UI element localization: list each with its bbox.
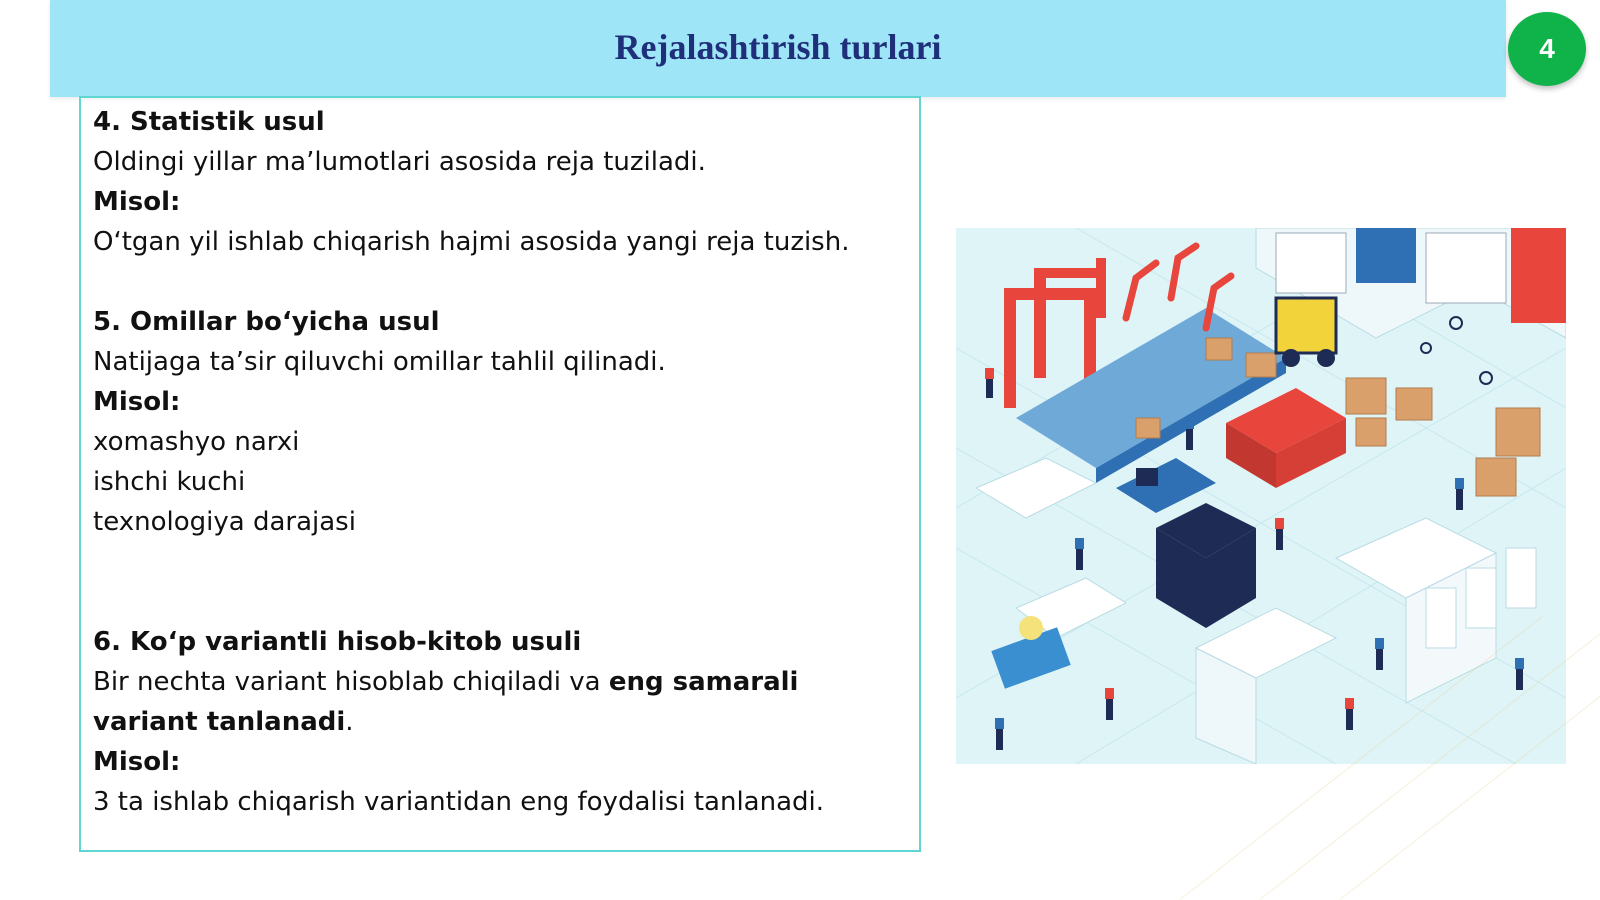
section5-item: xomashyo narxi bbox=[93, 427, 300, 457]
section5-heading: 5. Omillar bo‘yicha usul bbox=[93, 307, 440, 337]
section4-description: Oldingi yillar ma’lumotlari asosida reja tuziladi. bbox=[93, 147, 706, 177]
section5-item: ishchi kuchi bbox=[93, 467, 246, 497]
section5-item: texnologiya darajasi bbox=[93, 507, 356, 537]
slide-title: Rejalashtirish turlari bbox=[614, 27, 942, 67]
section6-description-bold: eng samarali variant tanlanadi bbox=[93, 667, 799, 737]
header-bar bbox=[50, 0, 1506, 97]
section5-description: Natijaga ta’sir qiluvchi omillar tahlil qilinadi. bbox=[93, 347, 666, 377]
section5-example-label: Misol: bbox=[93, 387, 181, 417]
section4-heading: 4. Statistik usul bbox=[93, 107, 325, 137]
spacer bbox=[93, 262, 909, 302]
section6-example: 3 ta ishlab chiqarish variantidan eng foydalisi tanlanadi. bbox=[93, 787, 825, 817]
section4-example: O‘tgan yil ishlab chiqarish hajmi asosida yangi reja tuzish. bbox=[93, 227, 850, 257]
section6-description-end: . bbox=[345, 707, 354, 737]
factory-illustration-svg bbox=[956, 228, 1566, 764]
factory-illustration bbox=[956, 228, 1566, 764]
content-box bbox=[79, 96, 921, 852]
section4-example-label: Misol: bbox=[93, 187, 181, 217]
section6-description bbox=[93, 662, 909, 742]
section6-example-label: Misol: bbox=[93, 747, 181, 777]
section6-description-start: Bir nechta variant hisoblab chiqiladi va bbox=[93, 667, 609, 697]
section6-heading: 6. Ko‘p variantli hisob-kitob usuli bbox=[93, 627, 582, 657]
page-number-badge: 4 bbox=[1508, 12, 1586, 86]
spacer bbox=[93, 542, 909, 622]
